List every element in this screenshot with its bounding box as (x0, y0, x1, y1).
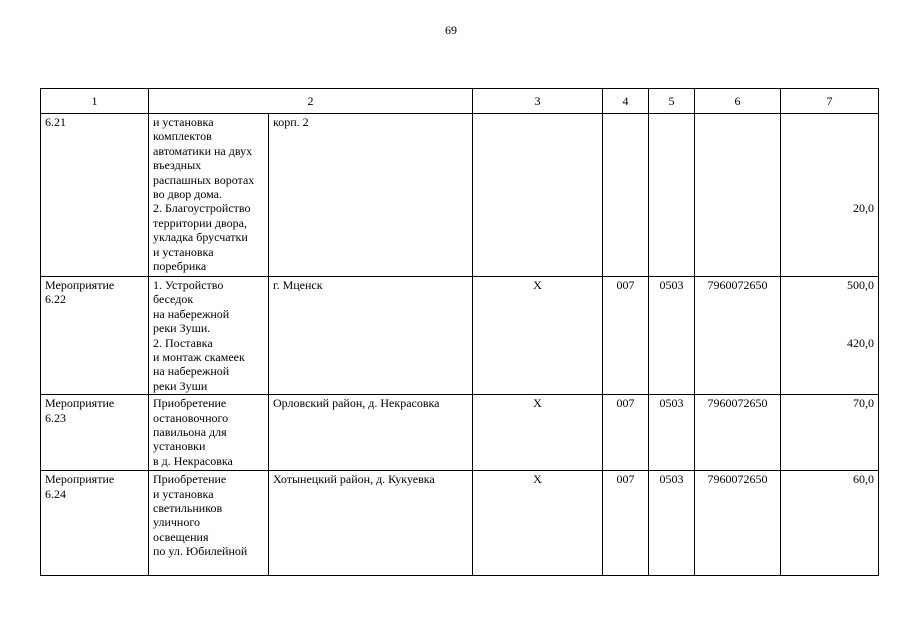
table-row (41, 395, 879, 471)
header-col-6: 6 (695, 89, 781, 114)
measure-location: Орловский район, д. Некрасовка (269, 395, 473, 471)
cell-amount (781, 395, 879, 471)
header-col-1: 1 (41, 89, 149, 114)
header-col-4: 4 (603, 89, 649, 114)
cell-col-3: Х (473, 277, 603, 395)
page-number: 69 (445, 23, 457, 37)
cell-col-5 (649, 114, 695, 277)
header-col-7: 7 (781, 89, 879, 114)
amount-value: 70,0 (853, 396, 874, 411)
measure-description: Приобретение и установка светильников уличного освещения по ул. Юбилейной (149, 471, 269, 576)
cell-col-4: 007 (603, 277, 649, 395)
cell-col-6 (695, 114, 781, 277)
cell-col-4: 007 (603, 471, 649, 576)
cell-col-5: 0503 (649, 395, 695, 471)
measure-id: Мероприятие 6.23 (41, 395, 149, 471)
amount-value: 420,0 (847, 335, 874, 350)
measure-id: Мероприятие 6.24 (41, 471, 149, 576)
measure-location: корп. 2 (269, 114, 473, 277)
cell-col-6: 7960072650 (695, 277, 781, 395)
measure-description: и установка комплектов автоматики на двух въездных распашных воротах во двор дома. 2. Благоустройство территории двора, укладка брусчатки и установка поребрика (149, 114, 269, 277)
measure-location: Хотынецкий район, д. Кукуевка (269, 471, 473, 576)
cell-amount (781, 277, 879, 395)
header-col-3: 3 (473, 89, 603, 114)
cell-col-3: Х (473, 471, 603, 576)
amount-value: 20,0 (853, 201, 874, 216)
measure-id: Мероприятие 6.22 (41, 277, 149, 395)
cell-col-4 (603, 114, 649, 277)
cell-col-5: 0503 (649, 471, 695, 576)
cell-col-6: 7960072650 (695, 395, 781, 471)
header-col-2: 2 (149, 89, 473, 114)
amount-value: 500,0 (847, 278, 874, 292)
cell-col-3 (473, 114, 603, 277)
cell-col-6: 7960072650 (695, 471, 781, 576)
cell-amount (781, 471, 879, 576)
table-row (41, 114, 879, 277)
table-row (41, 277, 879, 395)
measure-location: г. Мценск (269, 277, 473, 395)
measure-description: 1. Устройство беседок на набережной реки Зуши. 2. Поставка и монтаж скамеек на набережной реки Зуши (149, 277, 269, 395)
budget-table (40, 88, 879, 576)
measure-description: Приобретение остановочного павильона для установки в д. Некрасовка (149, 395, 269, 471)
cell-col-3: Х (473, 395, 603, 471)
cell-amount (781, 114, 879, 277)
header-col-5: 5 (649, 89, 695, 114)
table-row (41, 471, 879, 576)
cell-col-5: 0503 (649, 277, 695, 395)
measure-id: 6.21 (41, 114, 149, 277)
amount-value: 60,0 (853, 472, 874, 487)
cell-col-4: 007 (603, 395, 649, 471)
header-row (41, 89, 879, 114)
